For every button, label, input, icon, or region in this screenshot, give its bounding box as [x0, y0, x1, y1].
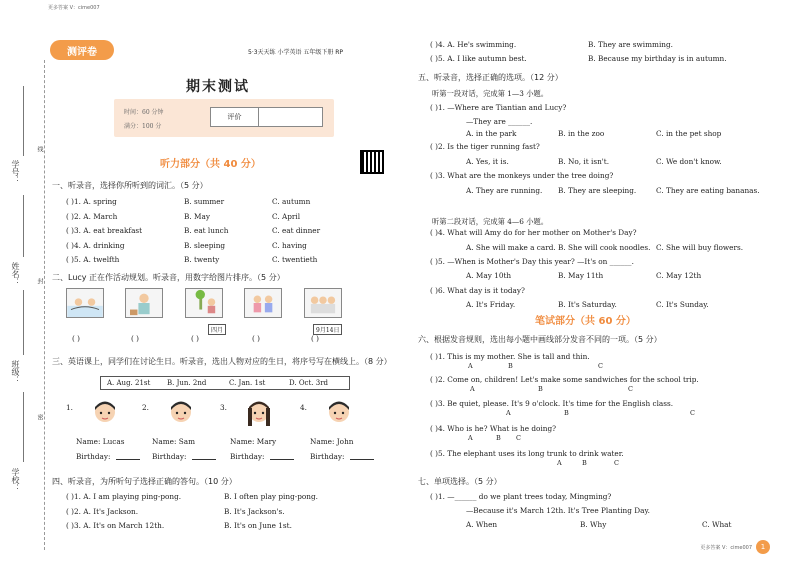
s1-option-c: C. eat dinner [272, 226, 321, 235]
person-number: 3. [220, 403, 227, 412]
s6-sentence: ( )4. Who is he? What is he doing? [430, 424, 557, 433]
qr-code-icon [360, 150, 384, 174]
s6-letter: A [468, 362, 473, 370]
s5-question: ( )3. What are the monkeys under the tree doing? [430, 171, 614, 180]
person-name: Name: John [310, 437, 354, 446]
s4-option-a: ( )4. A. He's swimming. [430, 40, 517, 49]
s1-option-b: B. eat lunch [184, 226, 229, 235]
footer [700, 540, 770, 554]
s4-option-a: ( )1. A. I am playing ping-pong. [66, 492, 182, 501]
margin-school-label: 学校： [11, 468, 20, 492]
date-option-a: A. Aug. 21st [107, 379, 151, 387]
s6-letter: B [564, 409, 569, 417]
section7-title: 七、单项选择。（5 分） [418, 477, 502, 486]
s6-letter: B [538, 385, 543, 393]
s5-option: B. It's Saturday. [558, 300, 617, 309]
child-face-icon [92, 398, 118, 428]
person-number: 1. [66, 403, 73, 412]
s6-letter: B [496, 434, 501, 442]
s4-option-b: B. Because my birthday is in autumn. [588, 54, 727, 63]
s6-letter: A [468, 434, 473, 442]
section3-title: 三、英语课上，同学们在讨论生日。听录音，选出人物对应的生日，将序号写在横线上。（8 分） [52, 357, 392, 366]
test-badge: 测评卷 [50, 40, 114, 60]
name-write-line [23, 195, 24, 257]
birthday-label: Birthday: [152, 452, 187, 461]
s5-option: C. They are eating bananas. [656, 186, 760, 195]
s5-option: A. They are running. [466, 186, 543, 195]
section1-title: 一、听录音，选择你所听到的词汇。（5 分） [52, 181, 208, 190]
s6-letter: C [628, 385, 633, 393]
binding-line [44, 60, 45, 550]
s1-option-b: B. summer [184, 197, 225, 206]
child-face-icon [246, 398, 272, 428]
s5-option: C. It's Sunday. [656, 300, 709, 309]
score-info: 满分：100 分 [124, 123, 162, 130]
s7-q1-option-a: A. When [466, 520, 498, 529]
written-part-title: 笔试部分（共 60 分） [535, 316, 636, 327]
date-label: 9月14日 [313, 324, 342, 335]
s1-option-c: C. autumn [272, 197, 311, 206]
s1-option-c: C. having [272, 240, 307, 250]
s7-q1-option-b: B. Why [580, 520, 607, 529]
s6-letter: B [508, 362, 513, 370]
margin-id-label: 学号： [11, 160, 20, 184]
child-face-icon [326, 398, 352, 428]
s6-letter: A [506, 409, 511, 417]
s6-sentence: ( )2. Come on, children! Let's make some sandwiches for the school trip. [430, 375, 699, 384]
s6-sentence: ( )5. The elephant uses its long trunk to drink water. [430, 449, 624, 458]
info-box [114, 99, 334, 137]
picture-answer-paren: ( ) [72, 334, 81, 343]
seal-mark-2: 封 [36, 278, 43, 284]
s5-q1: ( )1. —Where are Tiantian and Lucy? [430, 103, 567, 112]
s4-option-a: ( )2. A. It's Jackson. [66, 506, 139, 516]
picture-answer-paren: ( ) [252, 334, 261, 343]
activity-picture-2 [125, 288, 163, 318]
listening-part-title: 听力部分（共 40 分） [160, 159, 261, 170]
footer-note: 更多答案 V：cime007 [700, 544, 752, 551]
section6-title: 六、根据发音规则，选出每小题中画线部分发音不同的一项。（5 分） [418, 335, 662, 344]
date-option-b: B. Jun. 2nd [167, 379, 207, 387]
dialogue1-intro: 听第一段对话，完成第 1—3 小题。 [432, 89, 549, 98]
s5-q1-blank: —They are ______. [466, 117, 533, 126]
picture-answer-paren: ( ) [191, 334, 200, 343]
s4-option-b: B. It's Jackson's. [224, 506, 285, 516]
s4-option-a: ( )5. A. I like autumn best. [430, 54, 527, 63]
s5-option: A. in the park [466, 129, 517, 138]
s6-letter: A [557, 459, 562, 467]
time-info: 时间：60 分钟 [124, 109, 164, 116]
s5-question: ( )6. What day is it today? [430, 286, 525, 295]
class-write-line [23, 290, 24, 355]
header-info: 5·3天天练 小学英语 五年级下册 RP [248, 49, 344, 56]
activity-picture-5 [304, 288, 342, 318]
birthday-blank[interactable] [270, 452, 294, 460]
date-option-d: D. Oct. 3rd [289, 379, 329, 387]
s6-letter: B [582, 459, 587, 467]
s5-option: B. They are sleeping. [558, 186, 637, 195]
margin-name-label: 姓名： [11, 262, 20, 286]
s1-option-a: ( )1. A. spring [66, 197, 117, 206]
s7-q1-answer: —Because it's March 12th. It's Tree Planting Day. [466, 506, 650, 515]
s5-option: A. It's Friday. [466, 300, 516, 309]
birthday-blank[interactable] [192, 452, 216, 460]
person-number: 2. [142, 403, 149, 412]
activity-picture-4 [244, 288, 282, 318]
seal-mark-3: 密 [36, 414, 43, 420]
s5-option: B. She will cook noodles. [558, 243, 651, 252]
s4-option-b: B. It's on June 1st. [224, 521, 292, 530]
s5-option: B. May 11th [558, 271, 604, 280]
section2-title: 二、Lucy 正在作活动规划。听录音，用数字给图片排序。（5 分） [52, 273, 285, 282]
s5-option: C. May 12th [656, 271, 702, 280]
picture-answer-paren: ( ) [311, 334, 320, 343]
activity-picture-1 [66, 288, 104, 318]
activity-picture-3 [185, 288, 223, 318]
s5-question: ( )2. Is the tiger running fast? [430, 142, 540, 151]
s5-option: B. No, it isn't. [558, 157, 610, 166]
s7-q1-option-c: C. What [702, 520, 732, 529]
birthday-label: Birthday: [76, 452, 111, 461]
s1-option-a: ( )2. A. March [66, 211, 118, 221]
s1-option-b: B. May [184, 211, 210, 221]
s6-letter: C [598, 362, 603, 370]
s1-option-a: ( )3. A. eat breakfast [66, 226, 143, 235]
section4-title: 四、听录音，为所听句子选择正确的答句。（10 分） [52, 477, 237, 486]
birthday-options-box [100, 376, 350, 390]
page-title: 期末测试 [186, 79, 250, 95]
school-write-line [23, 392, 24, 462]
page-number: 1 [756, 540, 770, 554]
s6-letter: C [690, 409, 695, 417]
top-note: 更多答案 V：cime007 [48, 5, 100, 11]
s4-option-a: ( )3. A. It's on March 12th. [66, 521, 165, 530]
birthday-label: Birthday: [310, 452, 345, 461]
s5-option: A. Yes, it is. [466, 157, 509, 166]
s1-option-c: C. April [272, 211, 301, 221]
s6-letter: C [614, 459, 619, 467]
s1-option-b: B. sleeping [184, 240, 226, 250]
s6-sentence: ( )1. This is my mother. She is tall and thin. [430, 352, 590, 361]
person-name: Name: Lucas [76, 437, 125, 446]
s5-option: C. in the pet shop [656, 129, 722, 138]
section5-title: 五、听录音，选择正确的选项。（12 分） [418, 73, 563, 82]
picture-answer-paren: ( ) [131, 334, 140, 343]
person-name: Name: Mary [230, 437, 277, 446]
evaluation-label: 评价 [211, 108, 259, 126]
date-option-c: C. Jan. 1st [229, 379, 266, 387]
evaluation-box [210, 107, 323, 127]
s1-option-b: B. twenty [184, 255, 220, 264]
s5-question: ( )5. —When is Mother's Day this year? —It's on ______. [430, 257, 634, 266]
s4-option-b: B. They are swimming. [588, 40, 673, 49]
s1-option-c: C. twentieth [272, 255, 318, 264]
s6-letter: C [516, 434, 521, 442]
dialogue2-intro: 听第二段对话，完成第 4—6 小题。 [432, 217, 549, 226]
margin-class-label: 班级： [11, 360, 20, 384]
person-number: 4. [300, 403, 307, 412]
birthday-label: Birthday: [230, 452, 265, 461]
child-face-icon [168, 398, 194, 428]
s1-option-a: ( )5. A. twelfth [66, 255, 120, 264]
s6-sentence: ( )3. Be quiet, please. It's 9 o'clock. It's time for the English class. [430, 399, 674, 408]
id-write-line [23, 86, 24, 156]
s6-letter: A [470, 385, 475, 393]
s7-q1: ( )1. —______ do we plant trees today, Mingming? [430, 492, 612, 501]
seal-mark-1: 线 [36, 146, 43, 152]
s5-option: C. She will buy flowers. [656, 243, 744, 252]
s5-option: C. We don't know. [656, 157, 722, 166]
s1-option-a: ( )4. A. drinking [66, 240, 125, 250]
birthday-blank[interactable] [116, 452, 140, 460]
birthday-blank[interactable] [350, 452, 374, 460]
s5-question: ( )4. What will Amy do for her mother on Mother's Day? [430, 228, 637, 237]
s4-option-b: B. I often play ping-pong. [224, 492, 318, 501]
s5-option: B. in the zoo [558, 129, 605, 138]
s5-option: A. She will make a card. [466, 243, 556, 252]
april-label: 四月 [208, 324, 226, 335]
s5-option: A. May 10th [466, 271, 512, 280]
person-name: Name: Sam [152, 437, 196, 446]
